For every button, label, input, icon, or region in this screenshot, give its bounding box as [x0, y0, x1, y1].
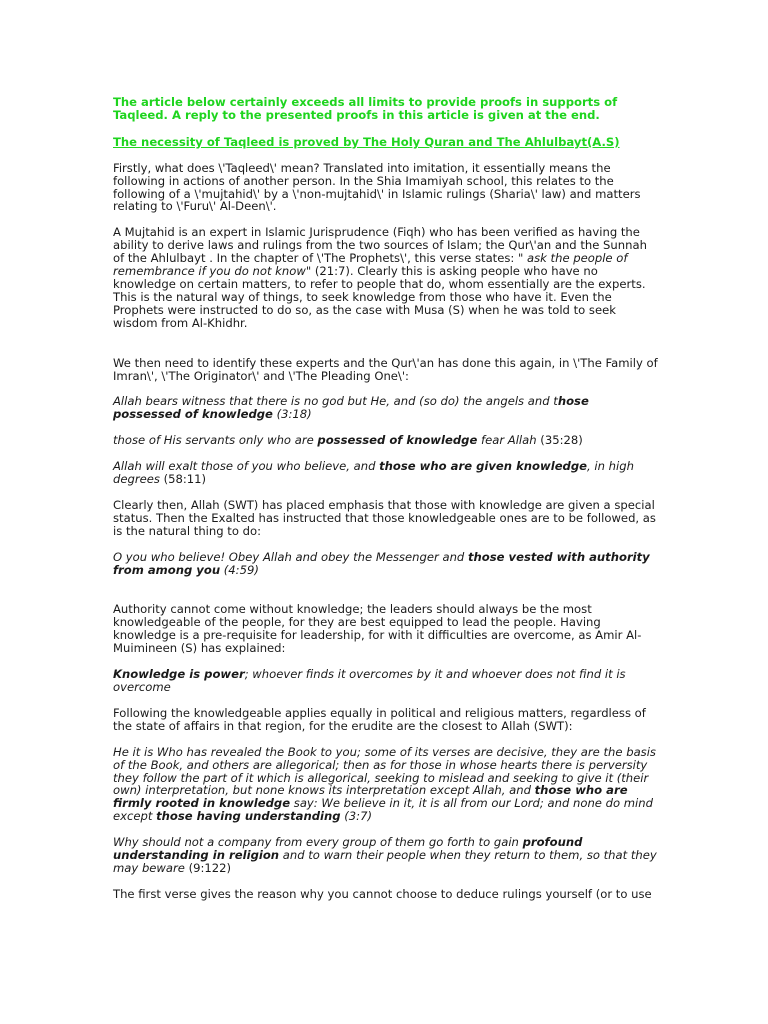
mujtahid-text-2: " (21:7). Clearly this is asking people who have no knowledge on certain matters, to refer to people that do, whom essentially are the experts. This is the natural way of things, to seek knowledge from those who have it. Even the Prophets were instructed to do so, as the case with Musa (S) when he was told to seek wisdom from Al-Khidhr.: [113, 264, 646, 330]
verse-text: He it is Who has revealed the Book to you; some of its verses are decisive, they are the basis of the Book, and others are allegorical; then as for those in whose hearts there is perversity they follow the part of it which is allegorical, seeking to mislead and seeking to give it (their own) interpretation, but none knows its interpretation except Allah, and: [113, 744, 656, 798]
verse-3-18: [113, 395, 658, 421]
hadith-emphasis: Knowledge is power: [113, 667, 245, 682]
verse-58-11: [113, 460, 658, 486]
verse-text: and to warn their people when they return to them, so that they may beware: [113, 848, 657, 875]
spacer: [113, 589, 658, 603]
verse-emphasis: those who are given knowledge: [379, 459, 588, 474]
paragraph-identify-experts: We then need to identify these experts and the Qur\'an has done this again, in \'The Family of Imran\', \'The Originator\' and \'The Pleading One\':: [113, 355, 658, 383]
verse-reference: (35:28): [536, 433, 583, 448]
verse-reference: (9:122): [184, 860, 232, 875]
verse-reference: (3:18): [272, 407, 312, 422]
verse-text: say: We believe in it, it is all from our Lord; and none do mind except: [113, 796, 653, 824]
verse-text: those of His servants only who are: [113, 433, 318, 448]
verse-emphasis: those having understanding: [156, 809, 341, 824]
paragraph-taqleed-definition: Firstly, what does \'Taqleed\' mean? Translated into imitation, it essentially means the following in actions of another person. In the Shia Imamiyah school, this relates to the following of a \'mujtahid\' by a \'non-mujtahid\' in Islamic rulings (Sharia\' law) and matters relating to \'Furu\' Al-Deen\'.: [113, 160, 641, 214]
paragraph-following: Following the knowledgeable applies equally in political and religious matters, regardless of the state of affairs in that region, for the erudite are the closest to Allah (SWT):: [113, 705, 646, 733]
verse-text: Allah will exalt those of you who believe, and: [113, 459, 380, 474]
verse-text: fear Allah: [477, 433, 537, 448]
mujtahid-text-1: A Mujtahid is an expert in Islamic Jurisprudence (Fiqh) who has been verified as having the ability to derive laws and rulings from the two sources of Islam; the Qur\'an and the Sunnah of the Ahlulbayt . In the chapter of \'The Prophets\', this verse states: ": [113, 225, 647, 266]
verse-text: Allah bears witness that there is no god but He, and (so do) the angels and t: [113, 394, 558, 409]
paragraph-authority: Authority cannot come without knowledge; the leaders should always be the most knowledgeable of the people, for they are best equipped to lead the people. Having knowledge is a pre-requisite for leadership, for with it difficulties are overcome, as Amir Al-Muimineen (S) has explained:: [113, 602, 642, 656]
verse-9-122: [113, 836, 658, 875]
paragraph-emphasis: Clearly then, Allah (SWT) has placed emphasis that those with knowledge are given a special status. Then the Exalted has instructed that those knowledgeable ones are to be followed, as is the natural thing to do:: [113, 497, 656, 538]
article-heading: The article below certainly exceeds all limits to provide proofs in supports of Taqleed. A reply to the presented proofs in this article is given at the end.: [113, 95, 618, 122]
verse-emphasis: hose possessed of knowledge: [113, 394, 589, 422]
hadith-knowledge-power: [113, 668, 658, 694]
paragraph-mujtahid: [113, 226, 658, 329]
verse-emphasis: those vested with authority from among you: [113, 549, 650, 577]
verse-4-59: [113, 551, 658, 577]
verse-emphasis: possessed of knowledge: [317, 433, 478, 448]
verse-text: O you who believe! Obey Allah and obey the Messenger and: [113, 549, 468, 564]
verse-text: Why should not a company from every group of them go forth to gain: [113, 835, 523, 850]
verse-text: , in high degrees: [113, 459, 634, 487]
article-subheading: The necessity of Taqleed is proved by The Holy Quran and The Ahlulbayt(A.S): [113, 134, 620, 149]
hadith-text: ; whoever finds it overcomes by it and whoever does not find it is overcome: [113, 667, 626, 694]
verse-35-28: [113, 434, 658, 447]
verse-emphasis: those who are firmly rooted in knowledge: [113, 783, 628, 811]
paragraph-first-verse: The first verse gives the reason why you cannot choose to deduce rulings yourself (or to use: [113, 886, 652, 901]
mujtahid-verse: ask the people of remembrance if you do not know: [113, 251, 628, 279]
spacer: [113, 343, 658, 357]
verse-reference: (4:59): [220, 562, 259, 577]
verse-3-7: [113, 746, 658, 823]
verse-reference: (58:11): [159, 472, 207, 487]
verse-emphasis: profound understanding in religion: [113, 835, 583, 863]
verse-reference: (3:7): [340, 809, 372, 824]
article-body: [113, 96, 658, 914]
